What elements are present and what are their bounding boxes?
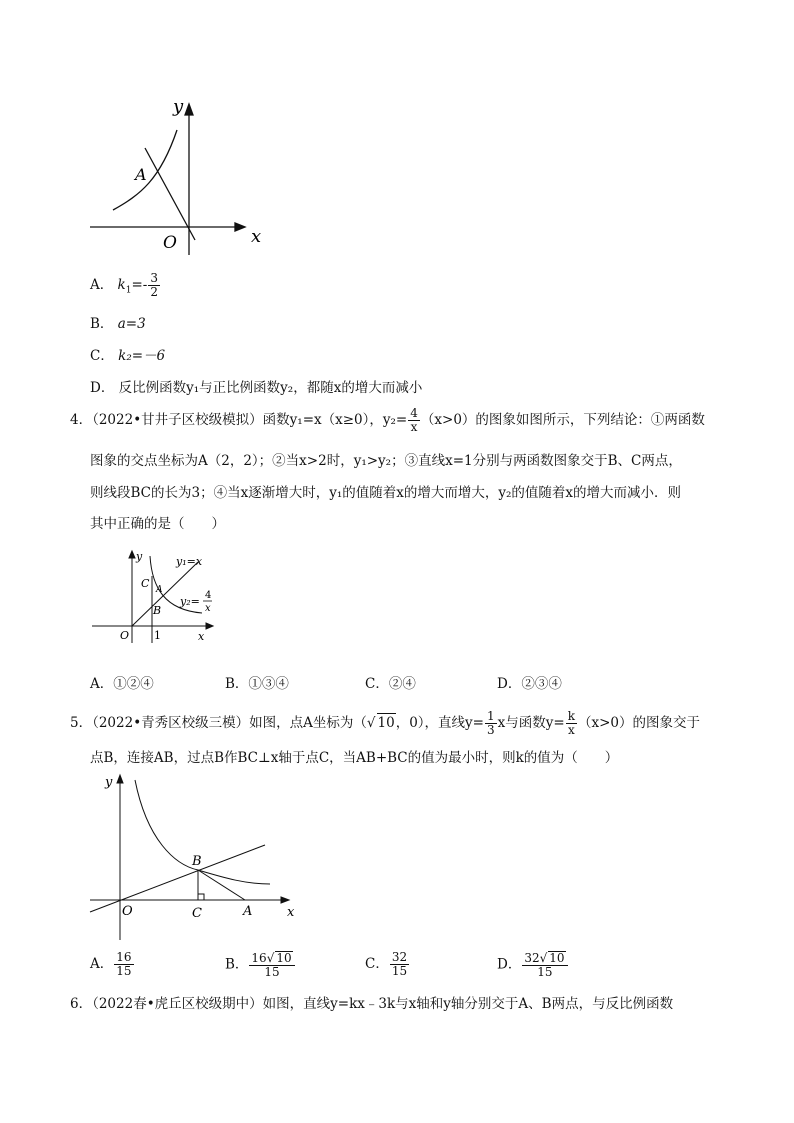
fig2-x-label: x [198,630,205,643]
fig1-origin: O [163,233,177,253]
q4-option-c[interactable]: C．②④ [365,676,416,692]
q4-option-a[interactable]: A．①②④ [90,676,154,692]
q5-option-d[interactable]: D． $\frac{32√ 10}{15}$ [497,951,569,979]
fig3-point-a: A [243,904,253,919]
fig2-line-y1 [132,562,198,626]
q4-option-b[interactable]: B．①③④ [225,676,289,692]
figure-1 [85,90,275,260]
q5-option-a[interactable]: A． $\frac{16}{15}$ [90,950,132,978]
fig3-ab [198,870,245,900]
fig2-origin: O [120,629,130,642]
fig3-origin: O [122,904,133,919]
q3-option-a[interactable]: A． $k_1=-$ $\frac{3}{2}$ [90,271,158,299]
fig2-y-label: y [136,550,143,563]
fig3-y-arrow [117,775,123,783]
fig2-label-y2-den: x [205,603,211,614]
fig2-y-arrow [129,551,135,558]
figure-2 [90,548,220,648]
fig2-point-b: B [153,604,162,617]
fig3-y-label: y [105,775,113,790]
fig2-point-c: C [141,577,150,590]
fig1-x-label: x [251,226,262,247]
fig3-right-angle [198,894,204,900]
fig3-x-label: x [287,905,295,920]
fig3-point-c: C [192,906,202,921]
fig1-line [145,148,195,240]
figure-3 [85,770,305,945]
q4-line-2: 图象的交点坐标为A（2，2）；②当x>2时，y₁>y₂；③直线x=1分别与两函数图象交于B、C两点， [90,453,682,469]
q3-option-d[interactable]: D． 反比例函数y₁与正比例函数y₂，都随x的增大而减小 [90,380,423,396]
q4-line-3: 则线段BC的长为3；④当x逐渐增大时，y₁的值随着x的增大而增大，y₂的值随着x的增大而减小．则 [90,485,682,501]
fig2-one: 1 [154,629,161,642]
fig2-label-y1: y₁=x [176,555,203,568]
fig3-line [90,845,265,912]
q4-line-1: 4．（2022•甘井子区校级模拟）函数y₁=x（x≥0），y₂= $\frac{4}{x}$ （x>0）的图象如图所示，下列结论：①两函数 [70,406,705,434]
q4-line-4: 其中正确的是（ ） [90,516,225,532]
q5-option-c[interactable]: C． $\frac{32}{15}$ [365,950,408,978]
q5-line-1: 5．（2022•青秀区校级三模）如图，点A坐标为（√ 10，0），直线y= $\frac{1}{3}$ x与函数y= $\frac{k}{x}$ （x>0）的图象交于 [70,709,700,737]
fig1-point-a: A [135,165,147,184]
fig3-point-b: B [192,854,202,869]
fig3-x-arrow [281,897,289,903]
fig1-y-arrow [185,104,193,115]
fig1-x-arrow [235,223,245,231]
fig2-label-y2-num: 4 [205,590,212,601]
q4-option-d[interactable]: D．②③④ [497,676,562,692]
fig2-point-a: A [156,585,163,595]
q6-line-1: 6．（2022春•虎丘区校级期中）如图，直线y=kx﹣3k与x轴和y轴分别交于A、B两点，与反比例函数 [70,996,674,1012]
q5-option-b[interactable]: B． $\frac{16√ 10}{15}$ [225,951,296,979]
q3-option-c[interactable]: C． k₂=－6 [90,348,166,364]
fig1-y-label: y [173,96,184,117]
q3-option-b[interactable]: B． a=3 [90,316,146,332]
q5-line-2: 点B，连接AB，过点B作BC⊥x轴于点C，当AB+BC的值为最小时，则k的值为（ ） [90,750,619,766]
fig2-x-arrow [206,623,213,629]
fig2-label-y2: y₂= [180,595,200,608]
